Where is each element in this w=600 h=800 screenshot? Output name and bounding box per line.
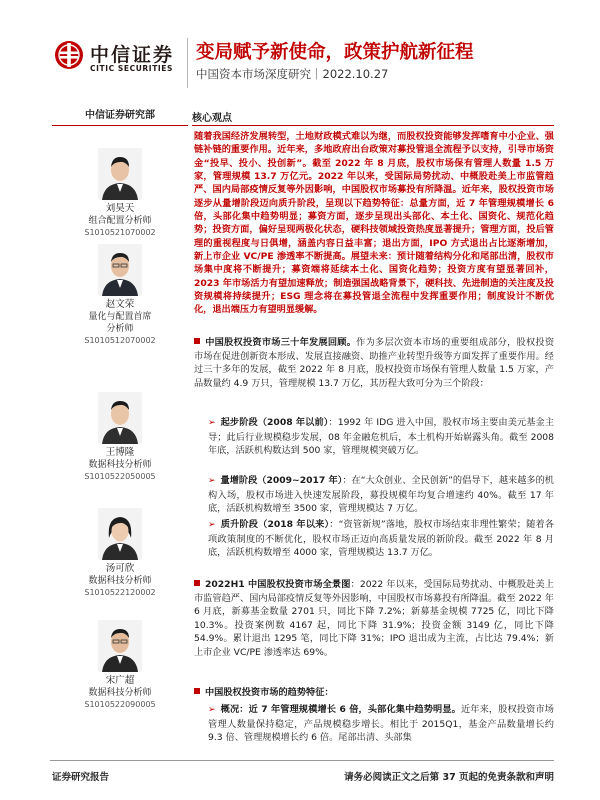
analyst-license: S1010521070002 xyxy=(84,228,156,237)
bullet-square-icon xyxy=(194,338,200,344)
analyst-name: 宋广超 xyxy=(105,675,135,686)
page-footer xyxy=(50,760,554,783)
stage-lead: 质升阶段（2018 年以来） xyxy=(220,519,330,530)
analyst-role: 量化与配置首席 分析师 xyxy=(88,312,152,334)
core-view-summary: 随着我国经济发展转型，土地财政模式难以为继，而股权投资能够发挥嗜育中小企业、强链补链的重要作用。近年来，多地政府出台政策对募投管退全流程予以支持，引导市场资金“投早、投小、投创新”。截至 2022 年 8 月底，股权市场保有管理人数量 1.5 万家，管理规模 13.7 万亿元。2022 年以来，受国际局势扰动、中概股赴美上市监管趋严、国内局部疫情反复等外因影响，中国股权市场募投有所降温。近年来，股权投资市场逐步从量增阶段迈向质升阶段，呈现以下趋势特征：总量方面，近 7 年管理规模增长 6 倍，头部化集中趋势明显；募资方面，逐步呈现出头部化、本土化、国资化、规范化趋势；投资方面，偏好呈现两极化状态，硬科技领域投资热度显著提升；管理方面，投后管理的重视程度与日俱增，涵盖内容日益丰富；退出方面，IPO 方式退出占比逐渐增加，新上市企业 VC/PE 渗透率不断提高。展望未来：预计随着结构分化和尾部出清，股权市场集中度将不断提升；募资端将延续本土化、国资化趋势；投资方度有望显著回补，2023 年市场活力有望加速释放；制造强国战略背景下，硬科技、先进制造的关注度及投资规模将持续提升；ESG 理念将在募投管退全流程中发挥重要作用；制度设计不断优化，退出端压力有望明显缓解。 xyxy=(194,131,554,316)
citic-logo-icon xyxy=(54,40,84,70)
section-text: ：2022 年以来，受国际局势扰动、中概股赴美上市监管趋严、国内局部疫情反复等外因影响，中国股权市场募投有所降温。截至 2022 年 6 月底，新募基金数量 2701 只，同比下降 7.2%；新募基金规模 7725 亿，同比下降 10.3%。投资案例数 4167 起，同比下降 31.9%；投资金额 3149 亿，同比下降 54.9%。累计退出 1295 笔，同比下降 31%；IPO 退出成为主流，占比达 79.4%；新上市企业 VC/PE 渗透率达 69%。 xyxy=(194,579,554,658)
arrow-right-icon: ➢ xyxy=(208,705,216,715)
stage-item xyxy=(208,518,554,560)
report-subtitle: 中国资本市场深度研究｜2022.10.27 xyxy=(196,67,389,81)
arrow-right-icon: ➢ xyxy=(208,520,216,530)
arrow-right-icon: ➢ xyxy=(208,476,216,486)
analyst-card xyxy=(52,508,188,598)
stage-text: ：在“大众创业、全民创新”的倡导下，越来越多的机构入场，股权市场进入快速发展阶段，募投规模年均复合增速约 40%。截至 17 年底，活跃机构数增至 3500 家，管理规模达 7 万亿。 xyxy=(208,475,554,515)
trend-text: 近年来，股权投资市场管理人数量保持稳定，产品规模稳步增长。相比于 2015Q1，基金产品数量增长约 9.3 倍、管理规模增长约 6 倍。尾部出清、头部集 xyxy=(208,704,554,744)
stage-item xyxy=(208,416,554,458)
section-lead: 中国股权投资市场三十年发展回顾。 xyxy=(205,337,357,348)
analyst-photo xyxy=(98,148,142,200)
bullet-square-icon xyxy=(194,580,200,586)
analyst-card xyxy=(52,620,188,710)
header-divider xyxy=(187,38,188,88)
stage-lead: 起步阶段（2008 年以前） xyxy=(220,417,329,428)
analyst-photo xyxy=(98,244,142,296)
analyst-name: 赵文荣 xyxy=(105,299,135,310)
stage-text: ：1992 年 IDG 进入中国，股权市场主要由美元基金主导；此后行业规模稳步发展，08 年金融危机后，本土机构开始崭露头角。截至 2008 年底，活跃机构数达到 500 家，管理规模突破万亿。 xyxy=(208,417,555,457)
analyst-role: 数据科技分析师 xyxy=(88,460,152,470)
trend-item xyxy=(208,703,554,745)
section-lead: 中国股权投资市场的趋势特征： xyxy=(205,687,334,698)
analyst-license: S1010522050005 xyxy=(84,472,156,481)
core-view-heading: 核心观点 xyxy=(192,106,554,126)
analyst-role: 组合配置分析师 xyxy=(88,216,152,226)
analyst-role: 数据科技分析师 xyxy=(88,576,152,586)
stage-item xyxy=(208,474,554,516)
brand-name-en: CITIC SECURITIES xyxy=(90,64,174,73)
analyst-card xyxy=(52,392,188,482)
analyst-photo xyxy=(98,392,142,444)
section-trends xyxy=(194,686,554,700)
section-panorama xyxy=(194,578,554,660)
analyst-card xyxy=(52,148,188,238)
bullet-square-icon xyxy=(194,688,200,694)
analyst-license: S1010522120002 xyxy=(84,588,156,597)
analyst-name: 王博隆 xyxy=(105,447,135,458)
analyst-license: S1010512070002 xyxy=(84,336,156,345)
sidebar-heading: 中信证券研究部 xyxy=(52,106,188,126)
analyst-name: 汤可欣 xyxy=(105,563,135,574)
section-text: 作为多层次资本市场的重要组成部分，股权投资市场在促进创新资本形成、发展直接融资、助推产业转型升级等方面发挥了重要作用。经过三十多年的发展，截至 2022 年 8 月底，股权投资市场保有管理人数量 1.5 万家，产品数量约 4.9 万只，管理规模 13.7 万亿，其历程大致可分为三个阶段： xyxy=(194,337,555,389)
stage-text: ：“资管新规”落地，股权市场结束非理性繁荣；随着各项政策制度的不断优化，股权市场正迈向高质量发展的新阶段。截至 2022 年 8 月底，活跃机构数增至 4000 家，管理规模达 13.7 万亿。 xyxy=(208,519,554,559)
analyst-photo xyxy=(98,620,142,672)
section-review xyxy=(194,336,554,390)
stage-lead: 量增阶段（2009~2017 年） xyxy=(220,475,343,486)
analyst-role: 数据科技分析师 xyxy=(88,688,152,698)
arrow-right-icon: ➢ xyxy=(208,418,216,428)
brand-name-cn: 中信证券 xyxy=(90,44,175,66)
section-lead: 2022H1 中国股权投资市场全景图 xyxy=(205,579,351,590)
footer-label: 证券研究报告 xyxy=(52,772,110,783)
report-header xyxy=(0,0,600,96)
trend-lead: 概况：近 7 年管理规模增长 6 倍，头部化集中趋势明显。 xyxy=(220,704,461,715)
footer-disclaimer: 请务必阅读正文之后第 37 页起的免责条款和声明 xyxy=(344,772,554,783)
analyst-card xyxy=(52,244,188,346)
analyst-photo xyxy=(98,508,142,560)
analyst-license: S1010522090005 xyxy=(84,700,156,709)
report-title: 变局赋予新使命，政策护航新征程 xyxy=(196,42,474,63)
analyst-name: 刘昊天 xyxy=(105,203,135,214)
